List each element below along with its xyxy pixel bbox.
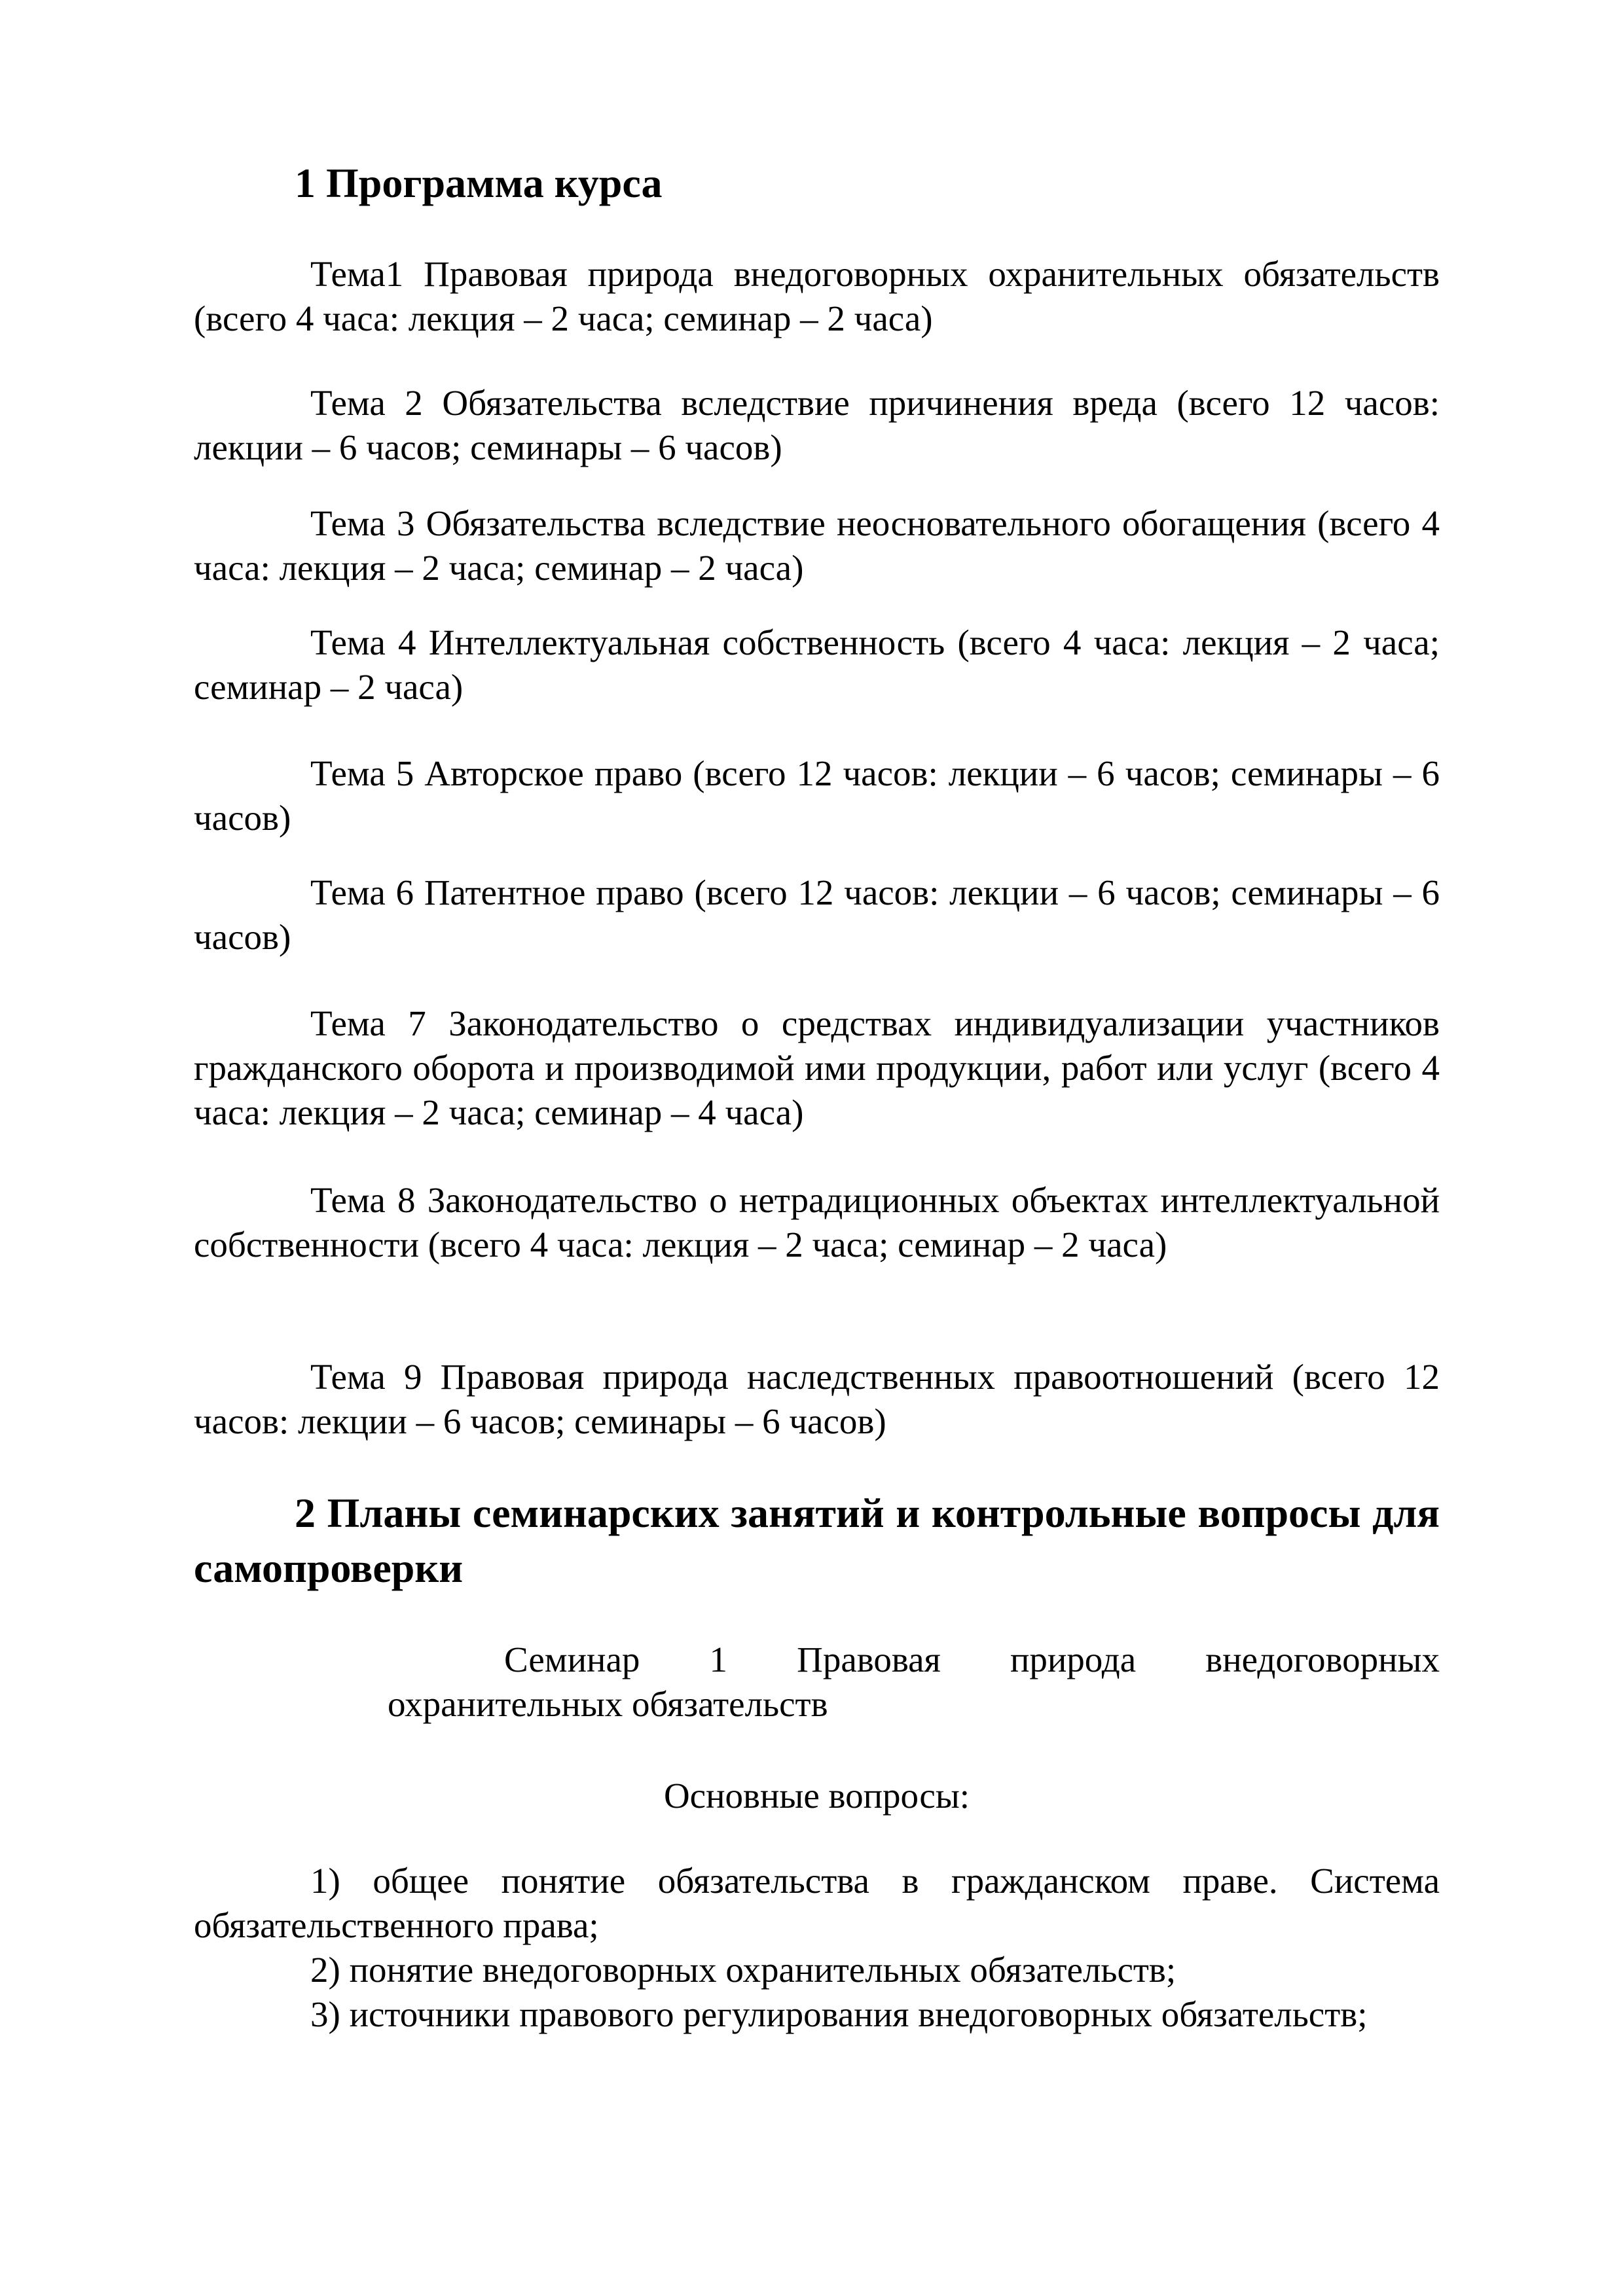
question-1: 1) общее понятие обязательства в гражданском праве. Система обязательственного права; (194, 1861, 1440, 1945)
topic-3: Тема 3 Обязательства вследствие неосновательного обогащения (всего 4 часа: лекция – 2 часа; семинар – 2 часа) (194, 503, 1440, 588)
topic-9: Тема 9 Правовая природа наследственных правоотношений (всего 12 часов: лекции – 6 часов; семинары – 6 часов) (194, 1357, 1440, 1441)
section-1-heading: 1 Программа курса (295, 160, 663, 206)
question-3: 3) источники правового регулирования внедоговорных обязательств; (310, 1994, 1368, 2034)
topic-6: Тема 6 Патентное право (всего 12 часов: лекции – 6 часов; семинары – 6 часов) (194, 872, 1440, 957)
topic-1: Тема1 Правовая природа внедоговорных охранительных обязательств (всего 4 часа: лекция – 2 часа; семинар – 2 часа) (194, 254, 1440, 338)
topic-7: Тема 7 Законодательство о средствах индивидуализации участников гражданского оборота и производимой ими продукции, работ или услуг (всего 4 часа: лекция – 2 часа; семинар – 4 часа) (194, 1003, 1440, 1132)
main-questions-label: Основные вопросы: (663, 1776, 970, 1816)
question-2: 2) понятие внедоговорных охранительных обязательств; (310, 1950, 1176, 1990)
seminar-1-title: Семинар 1 Правовая природа внедоговорных охранительных обязательств (388, 1640, 1440, 1724)
topic-5: Тема 5 Авторское право (всего 12 часов: лекции – 6 часов; семинары – 6 часов) (194, 753, 1440, 838)
topic-8: Тема 8 Законодательство о нетрадиционных объектах интеллектуальной собственности (всего 4 часа: лекция – 2 часа; семинар – 2 часа) (194, 1180, 1440, 1265)
topic-4: Тема 4 Интеллектуальная собственность (всего 4 часа: лекция – 2 часа; семинар – 2 часа) (194, 622, 1440, 707)
topic-2: Тема 2 Обязательства вследствие причинения вреда (всего 12 часов: лекции – 6 часов; семинары – 6 часов) (194, 383, 1440, 467)
section-2-heading: 2 Планы семинарских занятий и контрольные вопросы для самопроверки (194, 1490, 1440, 1591)
